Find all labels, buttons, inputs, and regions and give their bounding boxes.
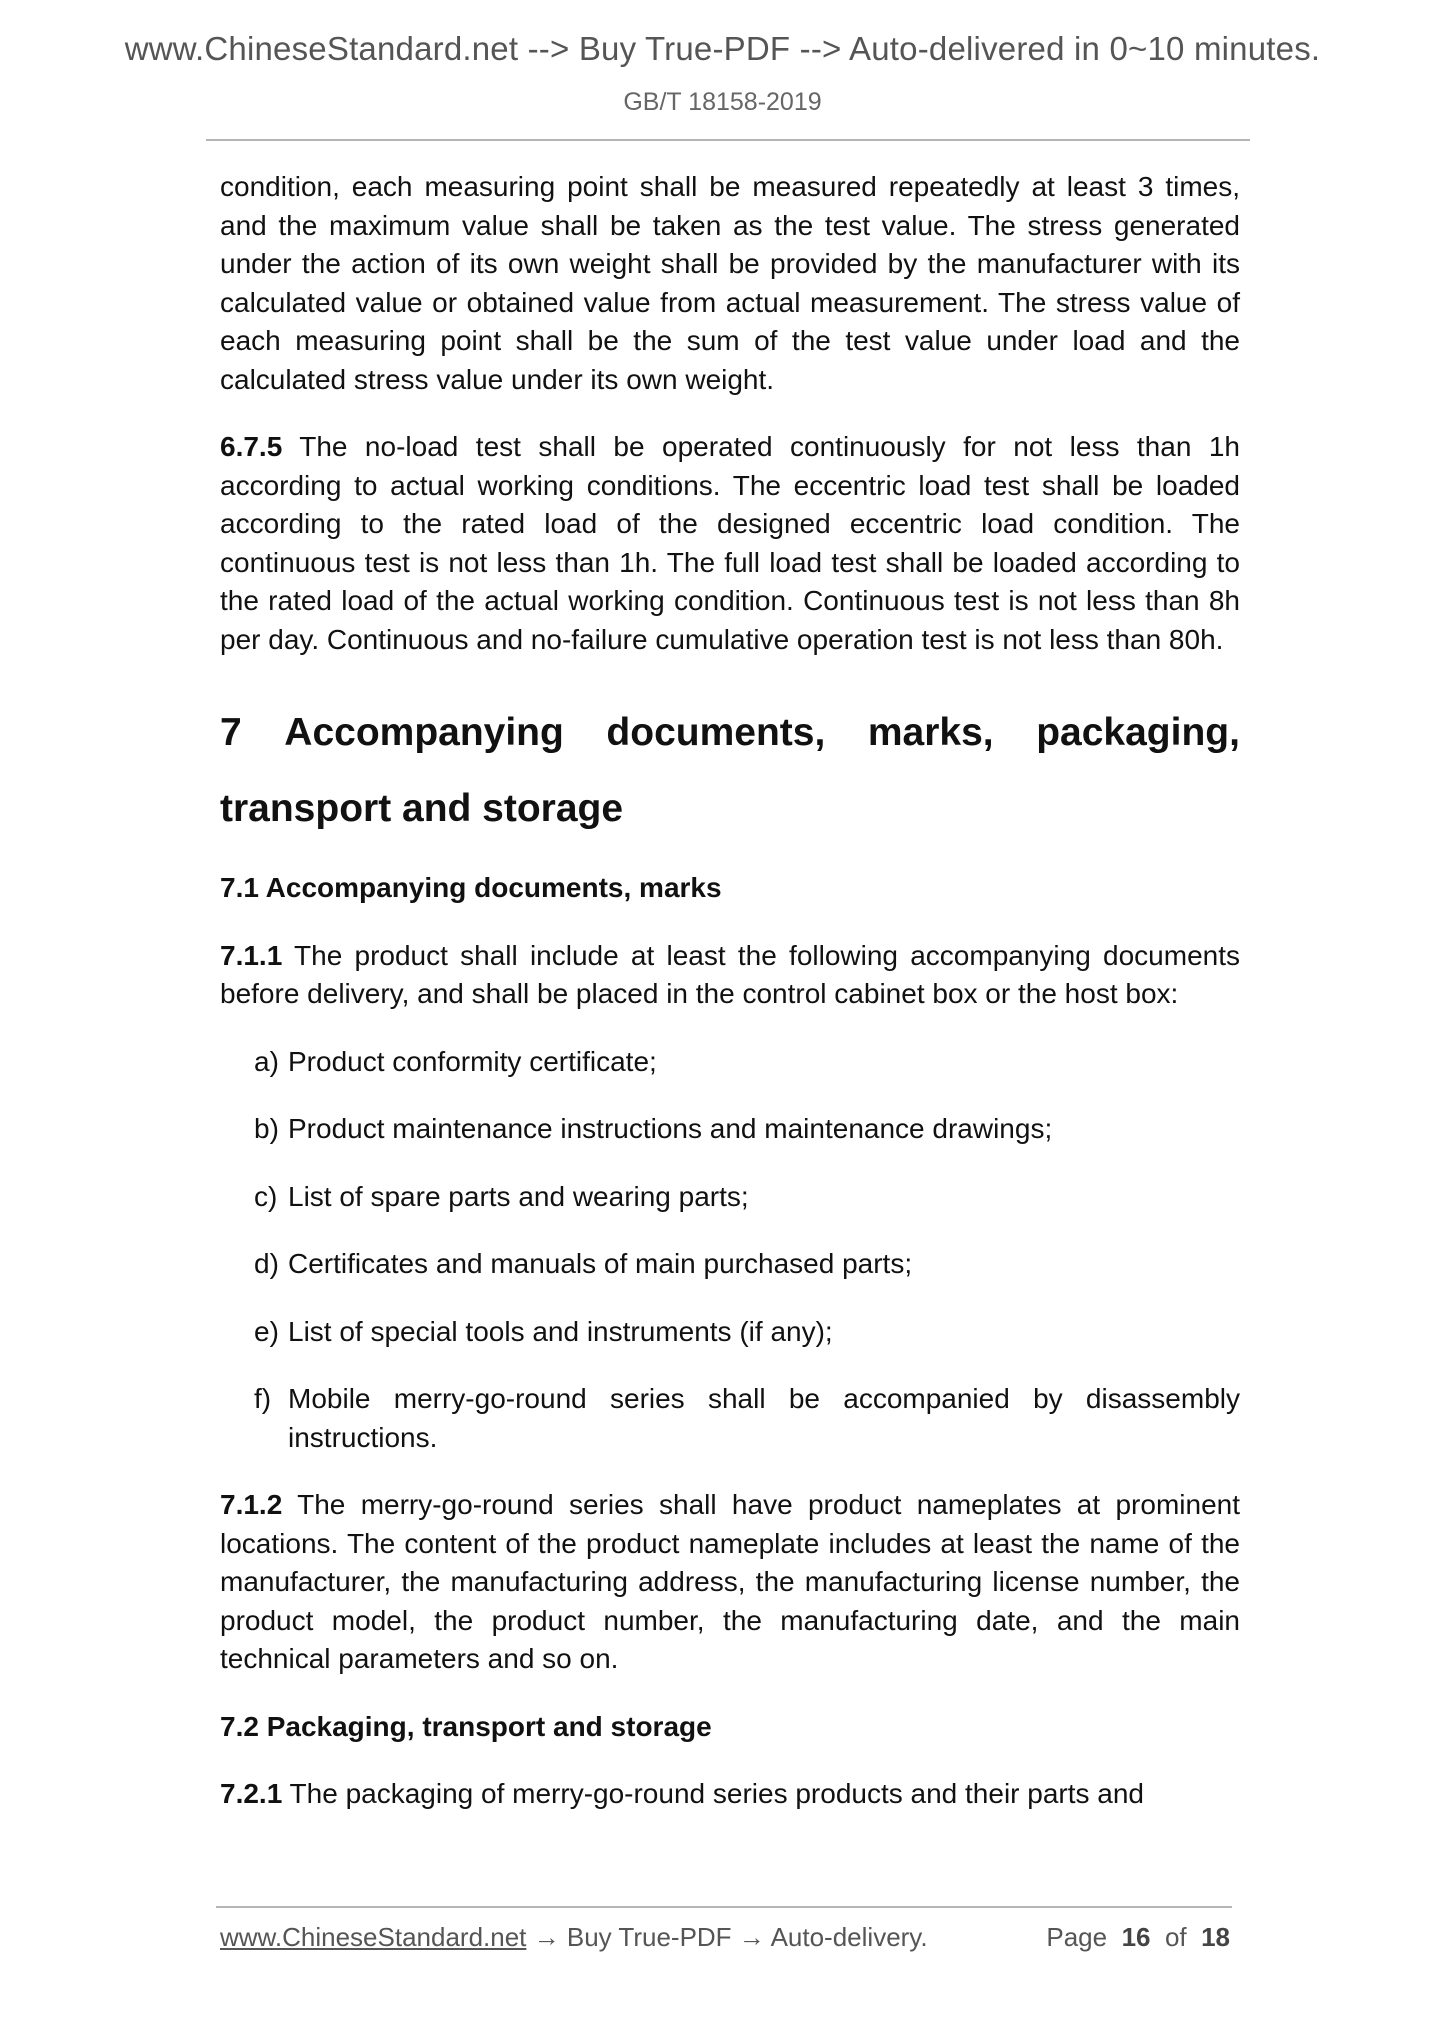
list-marker: e): [254, 1315, 279, 1347]
list-item: [254, 1380, 1240, 1457]
clause-7-1-2: [220, 1486, 1240, 1679]
clause-text: The product shall include at least the following accompanying documents before delivery, and shall be placed in the control cabinet box or the host box:: [220, 939, 1240, 1009]
list-marker: c): [254, 1180, 278, 1212]
list-marker: f): [254, 1383, 272, 1414]
list-text: Product maintenance instructions and maintenance drawings;: [288, 1113, 1053, 1144]
list-marker: b): [254, 1113, 279, 1144]
page-of-label: of: [1164, 1922, 1187, 1952]
list-text: Certificates and manuals of main purchased parts;: [288, 1248, 913, 1279]
page-label: Page: [1046, 1922, 1108, 1952]
chapter-number: 7: [220, 711, 242, 754]
list-text: Mobile merry-go-round series shall be accompanied by disassembly instructions.: [288, 1383, 1240, 1453]
page-footer: [220, 1922, 1230, 1953]
footer-divider: [216, 1906, 1232, 1908]
list-text: Product conformity certificate;: [288, 1045, 657, 1077]
current-page: 16: [1121, 1922, 1151, 1952]
clause-text: The no-load test shall be operated continuously for not less than 1h according to actual working conditions. The eccentric load test shall be loaded according to the rated load of the designed eccentric load condition. The continuous test is not less than 1h. The full load test shall be loaded according to the rated load of the actual working condition. Continuous test is not less than 8h per day. Continuous and no-failure cumulative operation test is not less than 80h.: [220, 431, 1240, 655]
chapter-title-word: documents,: [606, 711, 826, 754]
clause-7-2-1: [220, 1775, 1240, 1814]
list-marker: d): [254, 1248, 279, 1279]
chapter-title-line2: transport and storage: [220, 787, 624, 830]
list-item: [254, 1245, 1240, 1284]
paragraph-continuation: condition, each measuring point shall be measured repeatedly at least 3 times, and the maximum value shall be taken as the test value. The stress generated under the action of its own weight shall be provided by the manufacturer with its calculated value or obtained value from actual measurement. The stress value of each measuring point shall be the sum of the test value under load and the calculated stress value under its own weight.: [220, 171, 1240, 395]
list-item: [254, 1110, 1240, 1149]
list-text: List of special tools and instruments (if any);: [288, 1315, 833, 1347]
clause-7-1-1: [220, 937, 1240, 1014]
list-item: [254, 1043, 1240, 1082]
footer-promo-text: → Buy True-PDF → Auto-delivery.: [526, 1922, 928, 1952]
total-pages: 18: [1201, 1922, 1230, 1952]
list-text: List of spare parts and wearing parts;: [288, 1180, 749, 1212]
document-code: GB/T 18158-2019: [623, 88, 822, 116]
chapter-title-word: packaging,: [1036, 711, 1240, 754]
clause-text: The merry-go-round series shall have product nameplates at prominent locations. The content of the product nameplate includes at least the name of the manufacturer, the manufacturing address, the manufacturing license number, the product model, the product number, the manufacturing date, and the main technical parameters and so on.: [220, 1489, 1240, 1674]
clause-text: The packaging of merry-go-round series products and their parts and: [282, 1778, 1145, 1809]
list-item: [254, 1178, 1240, 1217]
chapter-7-heading: [220, 695, 1240, 847]
clause-number: 7.1.1: [220, 939, 283, 971]
page-indicator: [1046, 1922, 1230, 1953]
list-marker: a): [254, 1045, 279, 1077]
section-7-1-heading: 7.1 Accompanying documents, marks: [220, 872, 722, 903]
clause-6-7-5: [220, 428, 1240, 659]
accompanying-documents-list: [220, 1043, 1240, 1458]
clause-number: 7.2.1: [220, 1778, 283, 1809]
footer-promo: [220, 1922, 928, 1953]
top-banner[interactable]: www.ChineseStandard.net --> Buy True-PDF --> Auto-delivered in 0~10 minutes.: [124, 30, 1321, 67]
list-item: [254, 1313, 1240, 1352]
chapter-title-word: Accompanying: [284, 711, 564, 754]
page-content: [220, 168, 1240, 1843]
clause-number: 7.1.2: [220, 1489, 283, 1520]
clause-number: 6.7.5: [220, 431, 283, 462]
header-divider: [206, 139, 1250, 141]
chapter-title-word: marks,: [867, 711, 994, 754]
section-7-2-heading: 7.2 Packaging, transport and storage: [220, 1710, 712, 1742]
footer-website-link[interactable]: www.ChineseStandard.net: [220, 1922, 527, 1952]
